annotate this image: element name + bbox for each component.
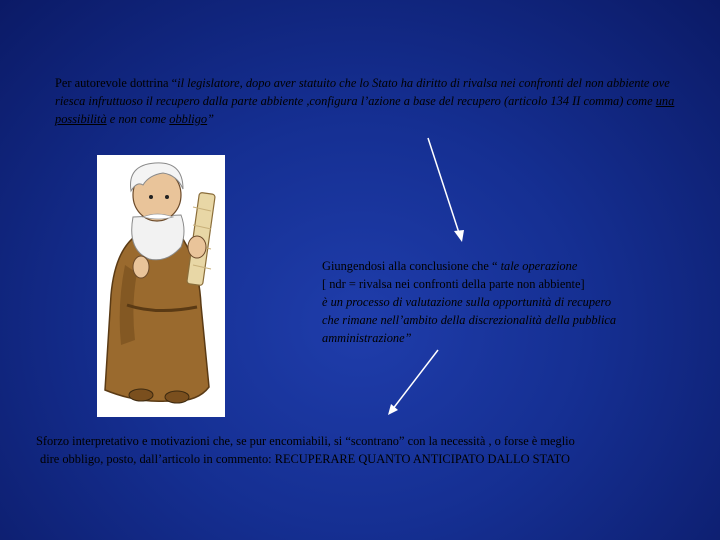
scholar-clipart-icon: [97, 155, 225, 417]
doctrine-paragraph: [55, 74, 685, 128]
arrow-down-left-icon: [388, 350, 438, 415]
doctrine-middle: e non come: [106, 112, 170, 126]
conclusion-line-1: [322, 257, 682, 275]
conclusion-line-3-italic: è un processo di valutazione sulla opportunità di recupero: [322, 295, 612, 309]
interpretation-line-2: dire obbligo, posto, dall’articolo in commento: RECUPERARE QUANTO ANTICIPATO DALLO STATO: [40, 452, 570, 466]
conclusion-line-1-plain: Giungendosi alla conclusione che “: [322, 259, 501, 273]
conclusion-paragraph: [322, 257, 682, 347]
conclusion-line-1-italic: tale operazione: [500, 259, 578, 273]
interpretation-paragraph: [36, 432, 706, 468]
arrow-down-right-icon: [428, 138, 464, 242]
underlined-possibility: una possibilità: [55, 94, 675, 126]
conclusion-line-3: [322, 293, 682, 311]
conclusion-line-2: [ ndr = rivalsa nei confronti della parte non abbiente]: [322, 277, 585, 291]
conclusion-line-4: [322, 311, 682, 329]
interpretation-line-1: Sforzo interpretativo e motivazioni che, se pur encomiabili, si “scontrano” con la necessità , o forse è meglio: [36, 434, 575, 448]
conclusion-line-5-italic: amministrazione”: [322, 331, 412, 345]
conclusion-line-5: [322, 329, 682, 347]
doctrine-intro: Per autorevole dottrina “: [55, 76, 178, 90]
doctrine-closing: ”: [207, 112, 215, 126]
underlined-obligation: obbligo: [169, 112, 208, 126]
conclusion-line-4-italic: che rimane nell’ambito della discrezionalità della pubblica: [322, 313, 617, 327]
doctrine-quote: il legislatore, dopo aver statuito che lo Stato ha diritto di rivalsa nei confronti del non abbiente ove riesca infruttuoso il recupero dalla parte abbiente ,configura l’azione a base del recupero (articolo 134 II comma) come: [55, 76, 670, 108]
